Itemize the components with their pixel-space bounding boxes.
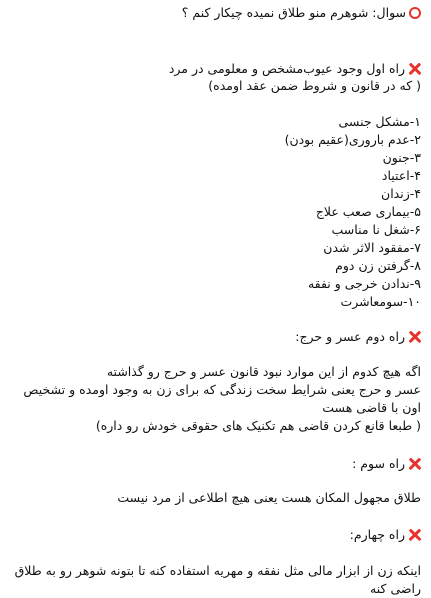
list-item: ۶-شغل نا مناسب	[331, 222, 421, 237]
list-item: ۵-بیماری صعب علاج	[315, 204, 421, 219]
paragraph-line: عسر و حرج یعنی شرایط سخت زندگی که برای زن به وجود اومده و تشخیص	[23, 382, 421, 397]
way1-title-line	[8, 60, 421, 78]
list-item: ۹-ندادن خرجی و نفقه	[307, 276, 421, 291]
list-item: ۷-مفقود الاثر شدن	[323, 240, 421, 255]
list-item: ۱-مشکل جنسی	[338, 114, 421, 129]
way1-title: راه اول وجود عیوب‌مشخص و معلومی در مرد	[168, 61, 405, 76]
red-circle-icon	[409, 7, 421, 19]
way1-subtitle: ( که در قانون و شروط ضمن عقد اومده)	[208, 78, 421, 93]
red-cross-icon	[408, 62, 421, 75]
way3-title-line	[8, 455, 421, 473]
way4-title: راه چهارم:	[349, 527, 405, 542]
red-cross-icon	[408, 528, 421, 541]
way4-title-line	[8, 526, 421, 544]
paragraph-line: ( طبعا قانع کردن قاضی هم تکنیک های حقوقی خودش رو داره)	[95, 418, 421, 433]
way2-title-line	[8, 328, 421, 346]
way2-title: راه دوم عسر و حرج:	[295, 329, 405, 344]
list-item: ۸-گرفتن زن دوم	[335, 258, 421, 273]
paragraph-line: اگه هیچ کدوم از این موارد نبود قانون عسر و حرج رو گذاشته	[106, 364, 421, 379]
paragraph-line: اون با قاضی هست	[322, 400, 421, 415]
list-item: ۱۰-سومعاشرت	[340, 294, 421, 309]
red-cross-icon	[408, 330, 421, 343]
question-text: سوال: شوهرم منو طلاق نمیده چیکار کنم ؟	[181, 5, 406, 20]
paragraph-line: راضی کنه	[370, 581, 421, 596]
list-item: ۴-اعتیاد	[381, 168, 421, 183]
paragraph-line: اینکه زن از ابزار مالی مثل نفقه و مهریه استفاده کنه تا بتونه شوهر رو به طلاق	[14, 563, 421, 578]
list-item: ۴-زندان	[381, 186, 421, 201]
red-cross-icon	[408, 457, 421, 470]
paragraph-line: طلاق مجهول المکان هست یعنی هیچ اطلاعی از مرد نیست	[117, 490, 421, 505]
way3-title: راه سوم :	[352, 456, 405, 471]
list-item: ۳-جنون	[382, 150, 421, 165]
list-item: ۲-عدم باروری(عقیم بودن)	[284, 132, 421, 147]
question-line	[8, 4, 421, 22]
